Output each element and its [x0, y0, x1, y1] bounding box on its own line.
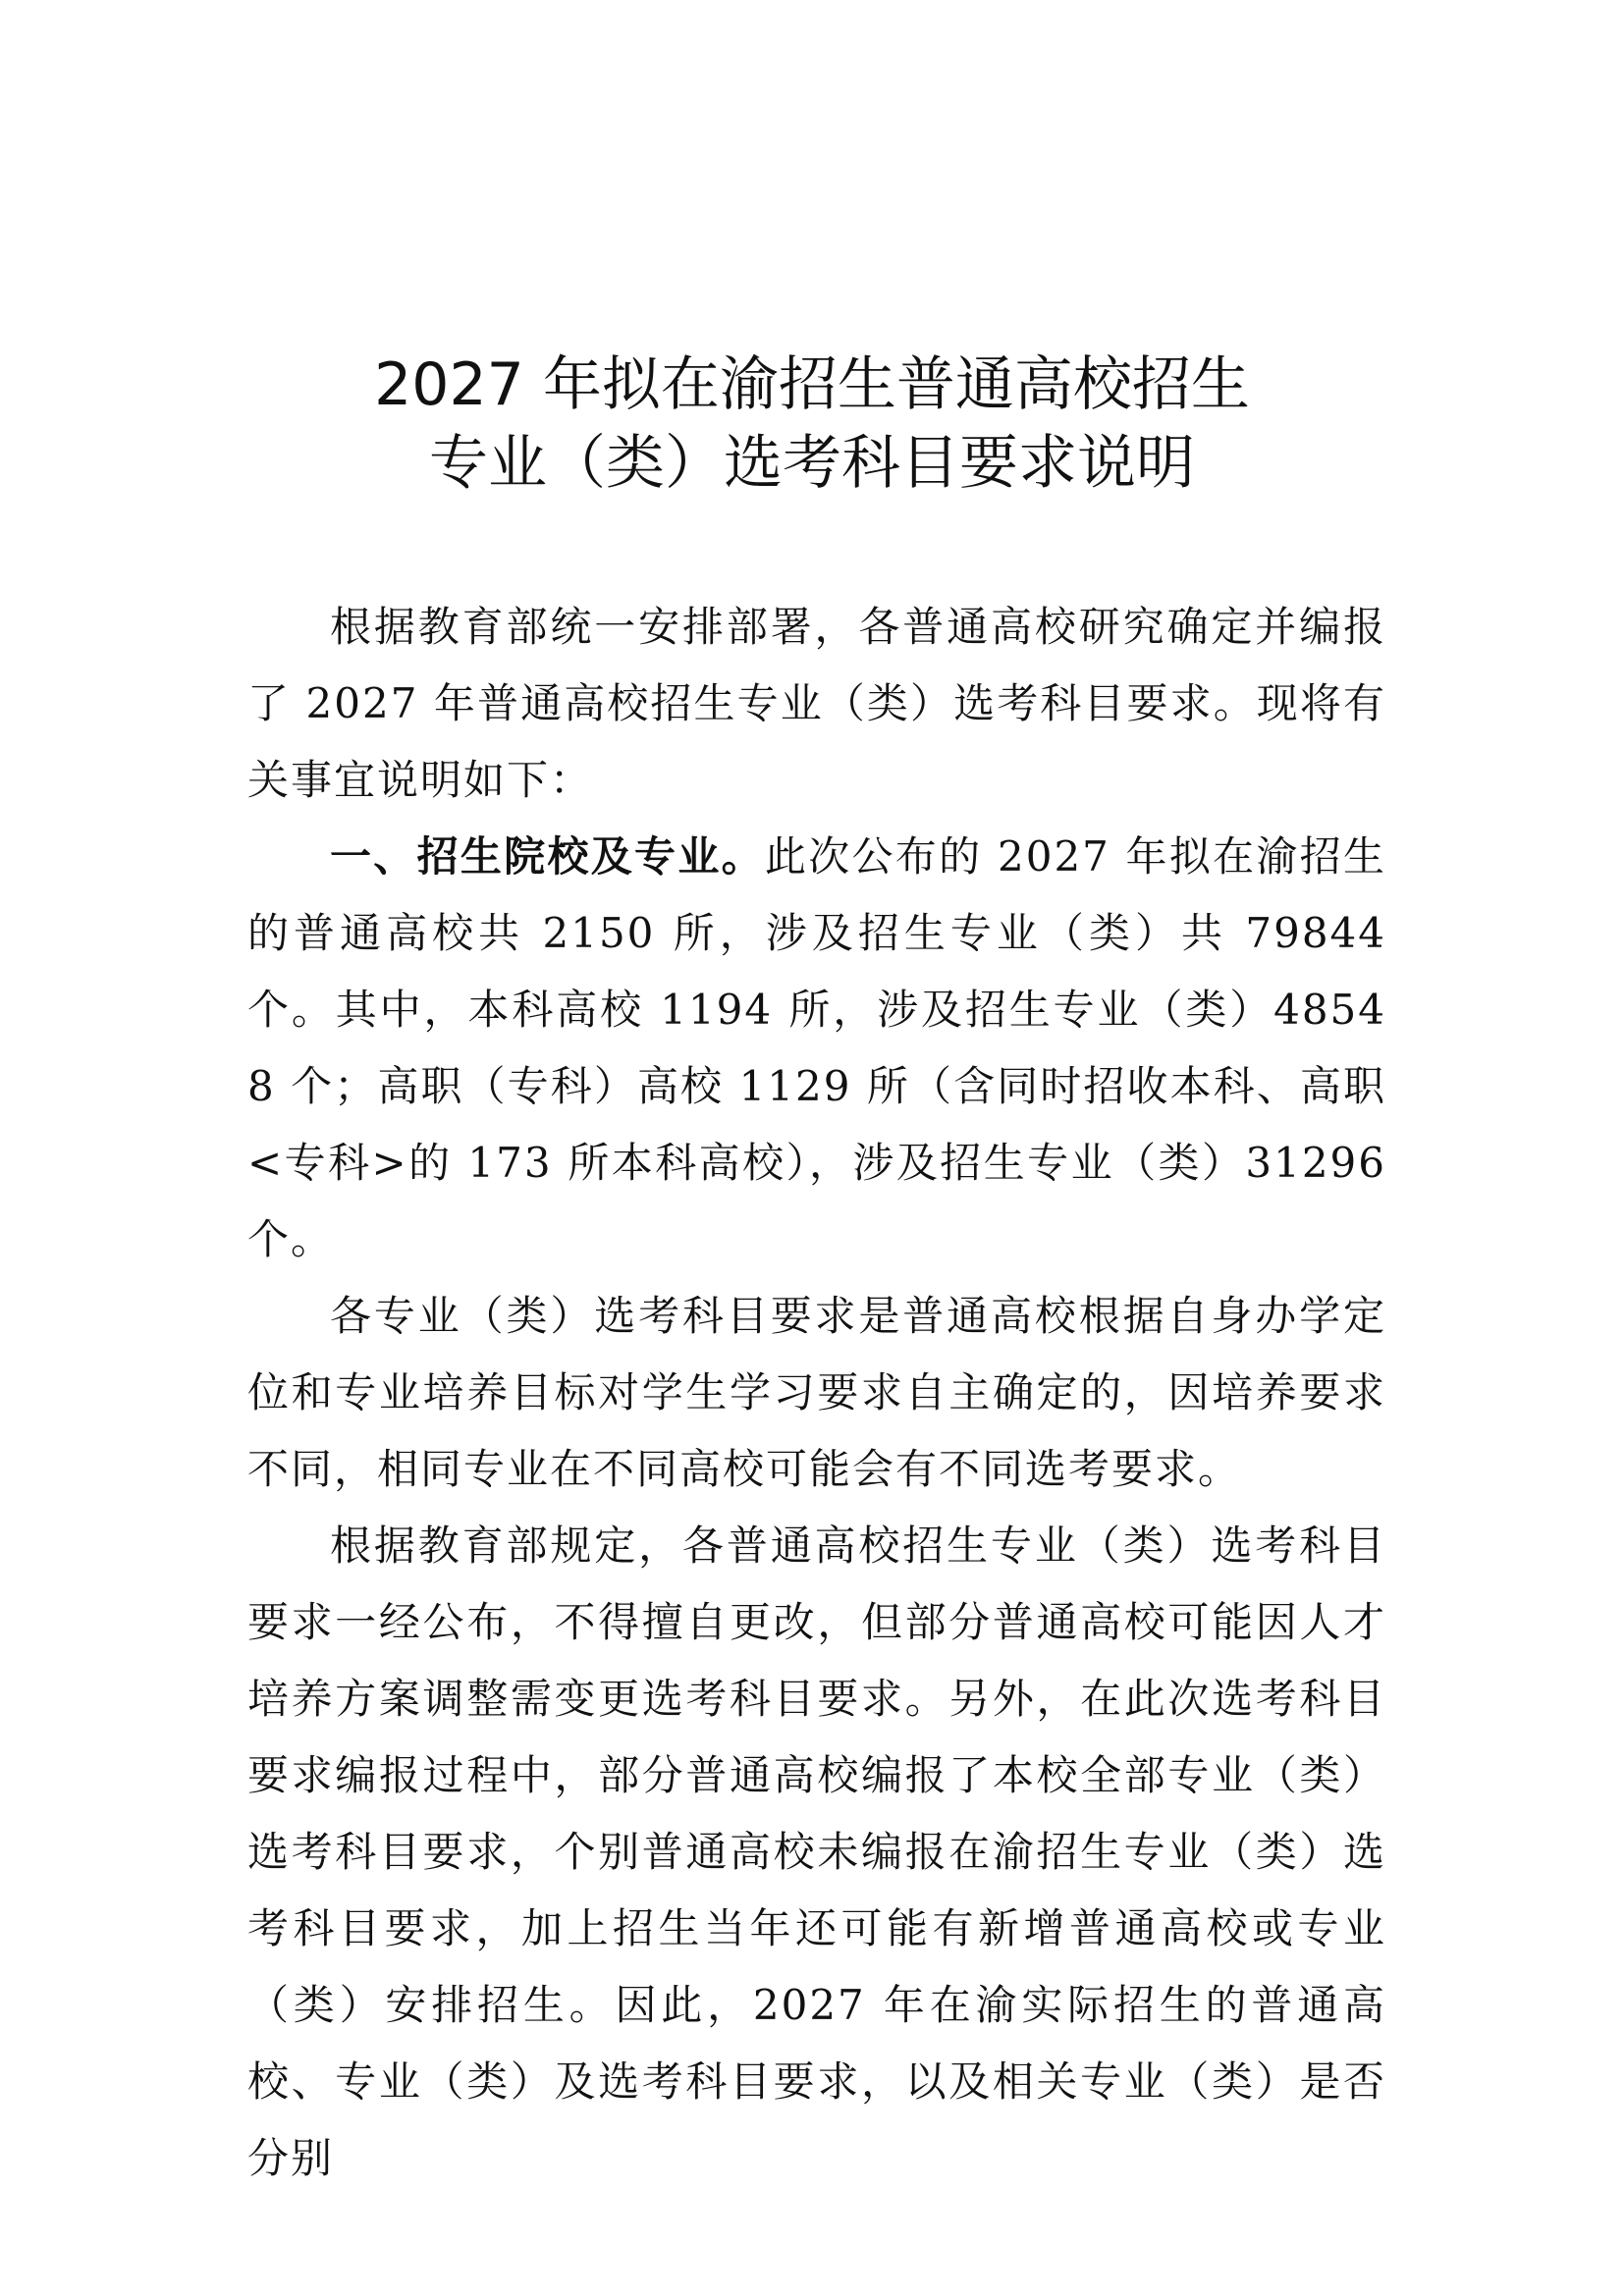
section-heading-institutions: 一、招生院校及专业。: [330, 832, 765, 881]
paragraph-requirements: 各专业（类）选考科目要求是普通高校根据自身办学定位和专业培养目标对学生学习要求自主确定的，因培养要求不同，相同专业在不同高校可能会有不同选考要求。: [247, 1292, 1386, 1493]
title-line-2: 专业（类）选考科目要求说明: [429, 429, 1195, 498]
paragraph-regulations: 根据教育部规定，各普通高校招生专业（类）选考科目要求一经公布，不得擅自更改，但部分普通高校可能因人才培养方案调整需变更选考科目要求。另外，在此次选考科目要求编报过程中，部分普通高校编报了本校全部专业（类）选考科目要求，个别普通高校未编报在渝招生专业（类）选考科目要求，加上招生当年还可能有新增普通高校或专业（类）安排招生。因此，2027 年在渝实际招生的普通高校、专业（类）及选考科目要求，以及相关专业（类）是否分别: [247, 1522, 1386, 2182]
paragraph-intro: 根据教育部统一安排部署，各普通高校研究确定并编报了 2027 年普通高校招生专业（类）选考科目要求。现将有关事宜说明如下：: [247, 603, 1386, 804]
paragraph-institutions-text: 此次公布的 2027 年拟在渝招生的普通高校共 2150 所，涉及招生专业（类）共 79844 个。其中，本科高校 1194 所，涉及招生专业（类）48548 个；高职（专科）高校 1129 所（含同时招收本科、高职<专科>的 173 所本科高校），涉及招生专业（类）31296 个。: [247, 832, 1386, 1263]
document-title: [0, 346, 1624, 503]
document-body: [247, 589, 1386, 2197]
paragraph-institutions: [247, 819, 1386, 1278]
title-line-1: 2027 年拟在渝招生普通高校招生: [374, 350, 1250, 419]
